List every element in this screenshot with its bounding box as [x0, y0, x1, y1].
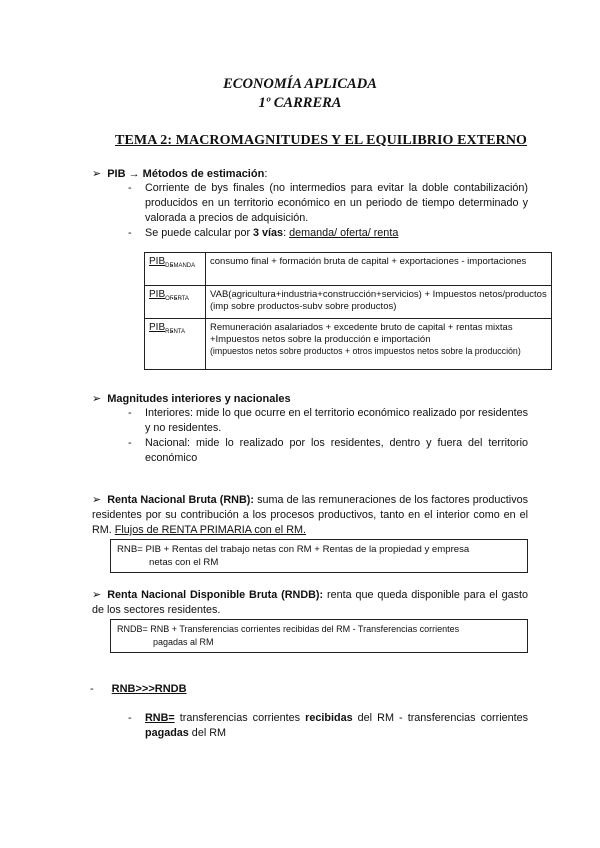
pib-renta-formula: Remuneración asalariados + excedente bruto de capital + rentas mixtas +Impuestos netos sobre la producción e importación (impuestos netos sobre productos + otros impuestos netos sobre la producción): [206, 319, 552, 370]
pib-bullet-2: - Se puede calcular por 3 vías: demanda/ oferta/ renta: [128, 227, 399, 239]
pib-renta-note: (impuestos netos sobre productos + otros impuestos netos sobre la producción): [210, 346, 521, 356]
pib-oferta-key: $PIB_{OFERTA}$: [145, 286, 206, 319]
arrow-bullet-icon: ➢: [92, 168, 102, 180]
magnitudes-bullet-2: - Nacional: mide lo realizado por los residentes, dentro y fuera del territorio económico: [128, 437, 528, 464]
pib-title: PIB → Métodos de estimación: [107, 168, 265, 180]
rndb-formula-box: RNDB= RNB + Transferencias corrientes recibidas del RM - Transferencias corrientes pagadas al RM: [110, 619, 528, 653]
pib-colon: :: [264, 168, 268, 180]
comparison-item: - RNB= transferencias corrientes recibidas del RM - transferencias corrientes pagadas del RM: [128, 712, 529, 739]
document-subtitle: 1º CARRERA: [258, 95, 342, 111]
section-pib-heading: [92, 167, 267, 180]
table-row: [145, 286, 552, 319]
arrow-bullet-icon: ➢: [92, 494, 102, 506]
section-rndb: ➢ Renta Nacional Disponible Bruta (RNDB): renta que queda disponible para el gasto de los sectores residentes.: [92, 589, 528, 616]
table-row: [145, 253, 552, 286]
arrow-bullet-icon: ➢: [92, 393, 102, 405]
table-row: [145, 319, 552, 370]
pib-methods-table: [144, 252, 552, 370]
comparison-heading: - RNB>>>RNDB: [90, 683, 187, 695]
pib-demanda-formula: consumo final + formación bruta de capital + exportaciones - importaciones: [206, 253, 552, 286]
pib-demanda-key: $PIB_{DEMANDA}$: [145, 253, 206, 286]
section-rnb: ➢ Renta Nacional Bruta (RNB): suma de las remuneraciones de los factores productivos residentes por su contribución a los procesos productivos, tanto en el interior como en el RM. Flujos de RENTA PRIMARIA con el RM.: [92, 494, 529, 536]
pib-bullet-1: - Corriente de bys finales (no intermedios para evitar la doble contabilización) producidos en un territorio económico en un periodo de tiempo determinado y valorada a precios de adquisición.: [128, 182, 528, 224]
section-magnitudes-heading: ➢ Magnitudes interiores y nacionales: [92, 393, 291, 405]
arrow-bullet-icon: ➢: [92, 589, 102, 601]
magnitudes-bullet-1: - Interiores: mide lo que ocurre en el territorio económico realizado por residentes y no residentes.: [128, 407, 528, 434]
pib-renta-key: $PIB_{RENTA}$: [145, 319, 206, 370]
document-title: ECONOMÍA APLICADA: [223, 76, 377, 92]
rnb-formula-box: RNB= PIB + Rentas del trabajo netas con RM + Rentas de la propiedad y empresa netas con el RM: [110, 539, 528, 573]
pib-oferta-formula: VAB(agricultura+industria+construcción+servicios) + Impuestos netos/productos (imp sobre productos-subv sobre productos): [206, 286, 552, 319]
topic-title: TEMA 2: MACROMAGNITUDES Y EL EQUILIBRIO EXTERNO: [115, 133, 528, 148]
